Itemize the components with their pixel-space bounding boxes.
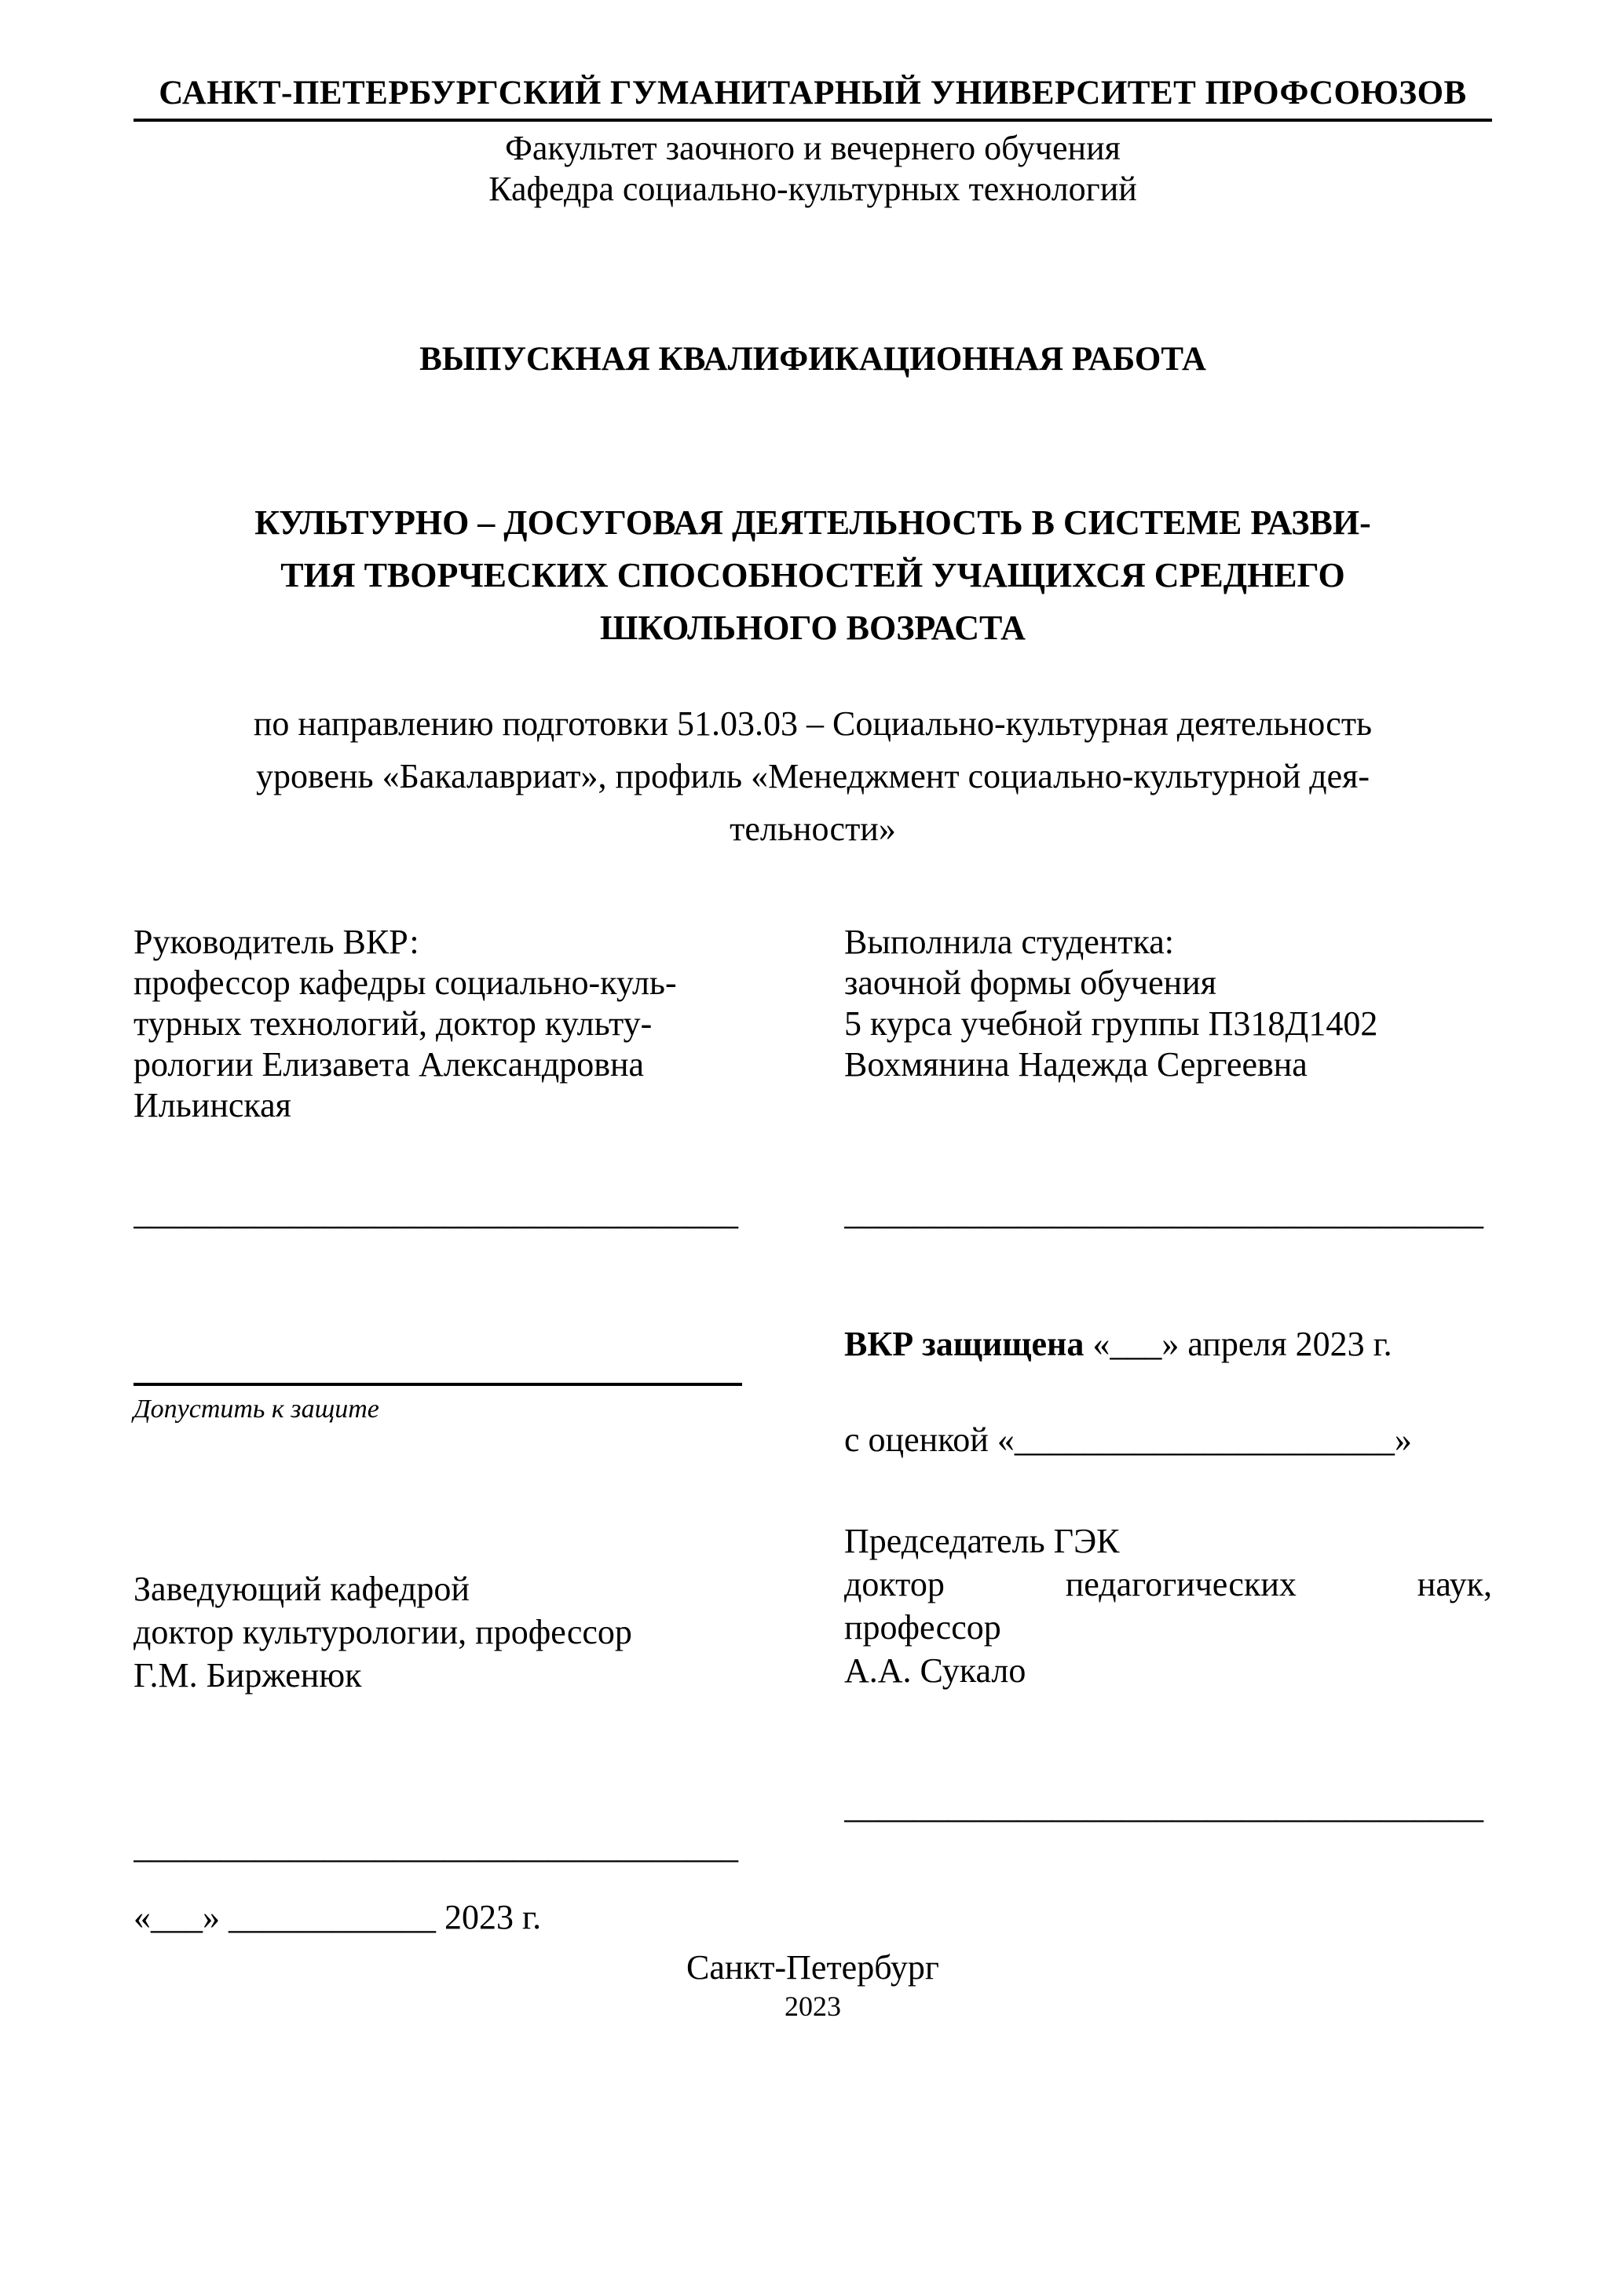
department-head-block [134, 1567, 742, 1697]
supervisor-label: Руководитель ВКР: [134, 923, 419, 961]
committee-chair-signature-line: _____________________________________ [844, 1787, 1483, 1826]
supervisor-line-1: профессор кафедры социально-куль- [134, 963, 677, 1002]
thesis-title-line-2: ТИЯ ТВОРЧЕСКИХ СПОСОБНОСТЕЙ УЧАЩИХСЯ СРЕДНЕГО [280, 556, 1345, 594]
program-line-2: уровень «Бакалавриат», профиль «Менеджмент социально-культурной дея- [255, 757, 1370, 795]
footer-year: 2023 [785, 1991, 841, 2022]
committee-chair-rank: профессор [844, 1608, 1001, 1647]
supervisor-line-4: Ильинская [134, 1086, 291, 1124]
admission-label: Допустить к защите [134, 1395, 379, 1424]
student-label: Выполнила студентка: [844, 923, 1174, 961]
right-signature-column [844, 1126, 1492, 1938]
committee-chair-title: Председатель ГЭК [844, 1522, 1120, 1560]
department-head-name: Г.М. Бирженюк [134, 1656, 362, 1695]
column-gap [742, 1126, 844, 1938]
thesis-title [134, 496, 1492, 654]
department-name: Кафедра социально-культурных технологий [488, 170, 1137, 208]
work-type-heading: ВЫПУСКНАЯ КВАЛИФИКАЦИОННАЯ РАБОТА [419, 341, 1206, 378]
document-header [134, 75, 1492, 210]
defense-date: «___» апреля 2023 г. [1084, 1325, 1392, 1363]
program-info [134, 697, 1492, 855]
date-blank-line: «___» ____________ 2023 г. [134, 1898, 542, 1936]
left-signature-column [134, 1126, 742, 1938]
thesis-title-line-1: КУЛЬТУРНО – ДОСУГОВАЯ ДЕЯТЕЛЬНОСТЬ В СИСТЕМЕ РАЗВИ- [254, 503, 1371, 542]
supervisor-line-2: турных технологий, доктор культу- [134, 1004, 653, 1043]
supervisor-block [134, 922, 742, 1126]
student-signature-line: _____________________________________ [844, 1194, 1483, 1232]
footer-city: Санкт-Петербург [686, 1948, 939, 1987]
supervisor-signature-line: ___________________________________ [134, 1194, 738, 1232]
supervisor-line-3: рологии Елизавета Александровна [134, 1045, 645, 1084]
committee-chair-block [844, 1519, 1492, 1692]
student-line-3: Вохмянина Надежда Сергеевна [844, 1045, 1308, 1084]
defense-statement [844, 1324, 1492, 1365]
signatures-area [134, 1126, 1492, 1938]
student-line-1: заочной формы обучения [844, 963, 1216, 1002]
people-columns [134, 922, 1492, 1126]
department-head-signature-line: ___________________________________ [134, 1827, 738, 1866]
department-head-position-2: доктор культурологии, профессор [134, 1613, 632, 1651]
column-gap [742, 922, 844, 1126]
page-content [134, 75, 1492, 2024]
student-line-2: 5 курса учебной группы П318Д1402 [844, 1004, 1378, 1043]
department-head-position-1: Заведующий кафедрой [134, 1570, 470, 1608]
program-line-1: по направлению подготовки 51.03.03 – Социально-культурная деятельность [253, 704, 1373, 743]
committee-chair-name: А.А. Сукало [844, 1651, 1026, 1690]
defense-label: ВКР защищена [844, 1325, 1084, 1363]
thesis-title-line-3: ШКОЛЬНОГО ВОЗРАСТА [600, 609, 1026, 647]
faculty-name: Факультет заочного и вечернего обучения [505, 129, 1121, 167]
student-block [844, 922, 1492, 1126]
grade-line: с оценкой «______________________» [844, 1420, 1412, 1459]
committee-chair-degree: доктор педагогических наук, [844, 1565, 1492, 1603]
university-name: САНКТ-ПЕТЕРБУРГСКИЙ ГУМАНИТАРНЫЙ УНИВЕРСИТЕТ ПРОФСОЮЗОВ [134, 75, 1492, 122]
program-line-3: тельности» [730, 810, 896, 848]
